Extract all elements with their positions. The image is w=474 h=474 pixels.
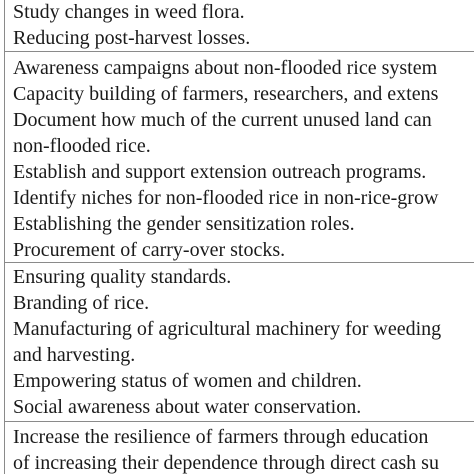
- table-row: Procurement of carry-over stocks.: [13, 239, 286, 261]
- table-left-border: [4, 0, 5, 474]
- table-row: Branding of rice.: [13, 292, 150, 314]
- table-row: of increasing their dependence through direct cash su: [13, 452, 439, 474]
- table-row: Establishing the gender sensitization roles.: [13, 213, 355, 235]
- table-row: Study changes in weed flora.: [13, 1, 245, 23]
- table-divider: [4, 421, 474, 422]
- table-row: Identify niches for non-flooded rice in non-rice-grow: [13, 187, 439, 209]
- table-row: Awareness campaigns about non-flooded rice system: [13, 57, 438, 79]
- table-divider: [4, 262, 474, 263]
- table-row: Empowering status of women and children.: [13, 370, 362, 392]
- table-divider: [4, 51, 474, 52]
- table-row: Reducing post-harvest losses.: [13, 27, 251, 49]
- table-row: Establish and support extension outreach programs.: [13, 161, 427, 183]
- table-row: Ensuring quality standards.: [13, 266, 232, 288]
- table-row: non-flooded rice.: [13, 135, 151, 157]
- table-row: Capacity building of farmers, researchers, and extens: [13, 83, 439, 105]
- table-row: Manufacturing of agricultural machinery for weeding: [13, 318, 442, 340]
- table-row: Increase the resilience of farmers through education: [13, 426, 429, 448]
- table-row: Document how much of the current unused land can: [13, 109, 432, 131]
- table-row: and harvesting.: [13, 344, 136, 366]
- table-row: Social awareness about water conservation.: [13, 396, 362, 418]
